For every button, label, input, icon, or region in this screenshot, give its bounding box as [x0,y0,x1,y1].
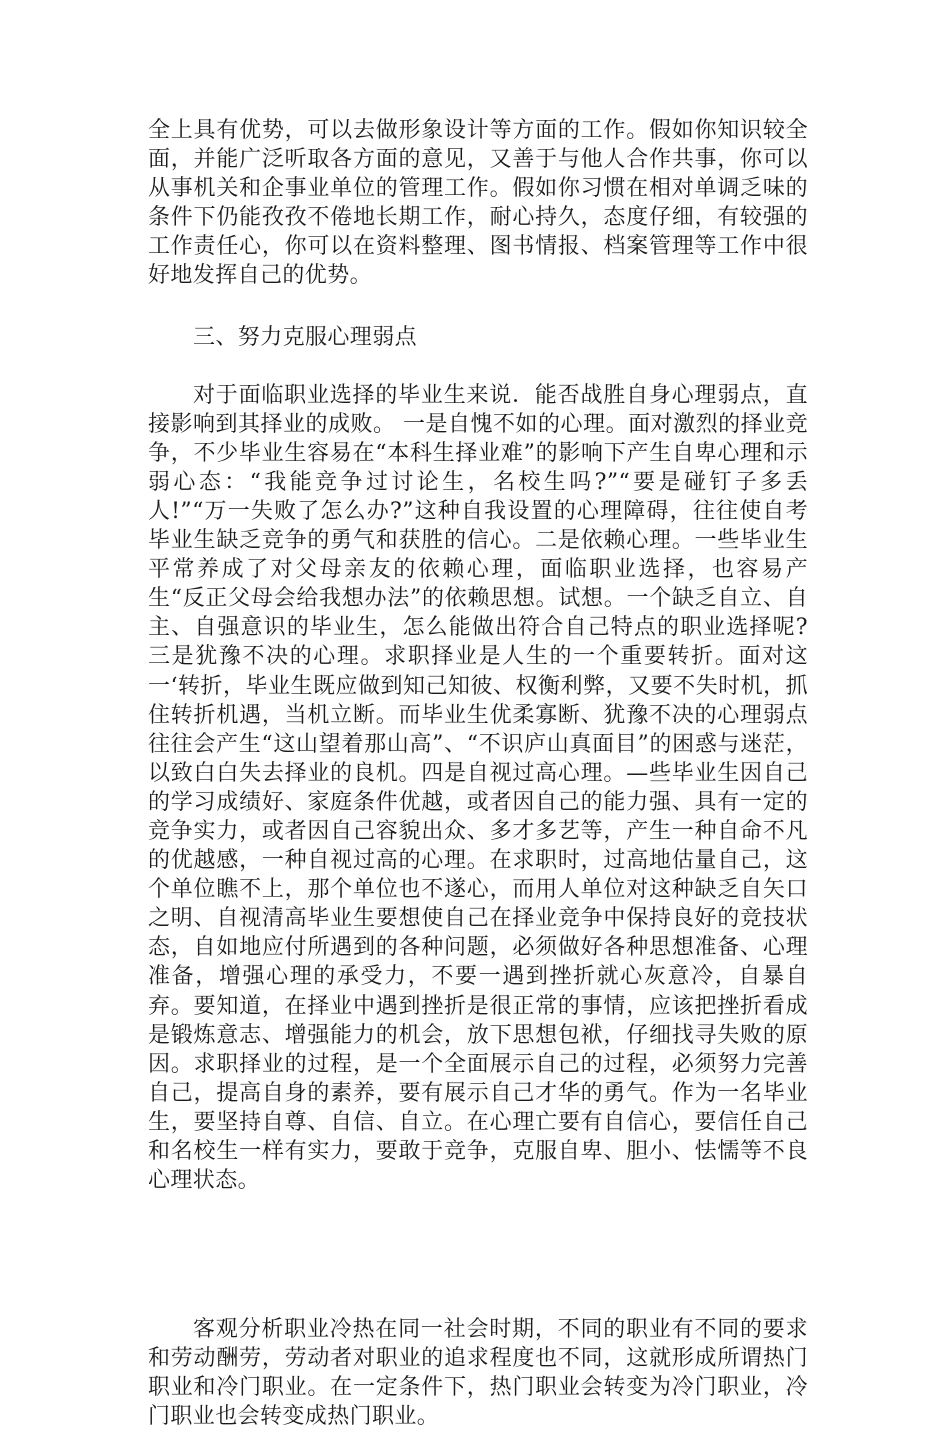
paragraph-psychology: 对于面临职业选择的毕业生来说．能否战胜自身心理弱点，直接影响到其择业的成败。 一是自愧不如的心理。面对激烈的择业竞争，不少毕业生容易在“本科生择业难”的影响下产生自卑心理和示弱心态：“我能竞争过讨论生，名校生吗?”“要是碰钉子多丢人!”“万一失败了怎么办?”这种自我设置的心理障碍，往往使自考毕业生缺乏竞争的勇气和获胜的信心。二是依赖心理。一些毕业生平常养成了对父母亲友的依赖心理，面临职业选择，也容易产生“反正父母会给我想办法”的依赖思想。试想。一个缺乏自立、自主、自强意识的毕业生，怎么能做出符合自己特点的职业选择呢?三是犹豫不决的心理。求职择业是人生的一个重要转折。面对这一‘转折，毕业生既应做到知己知彼、权衡利弊，又要不失时机，抓住转折机遇，当机立断。而毕业生优柔寡断、犹豫不决的心理弱点往往会产生“这山望着那山高”、“不识庐山真面目”的困惑与迷茫，以致白白失去择业的良机。四是自视过高心理。—些毕业生因自己的学习成绩好、家庭条件优越，或者因自己的能力强、具有一定的竞争实力，或者因自己容貌出众、多才多艺等，产生一种自命不凡的优越感，一种自视过高的心理。在求职时，过高地估量自己，这个单位瞧不上，那个单位也不遂心，而用人单位对这种缺乏自矢口之明、自视清高毕业生要想使自己在择业竞争中保持良好的竞技状态，自如地应付所遇到的各种问题，必须做好各种思想准备、心理准备，增强心理的承受力，不要一遇到挫折就心灰意冷，自暴自弃。要知道，在择业中遇到挫折是很正常的事情，应该把挫折看成是锻炼意志、增强能力的机会，放下思想包袱，仔细找寻失败的原因。求职择业的过程，是一个全面展示自己的过程，必须努力完善自己，提高自身的素养，要有展示自己才华的勇气。作为一名毕业生，要坚持自尊、自信、自立。在心理亡要有自信心，要信任自己和名校生一样有实力，要敢于竞争，克服自卑、胆小、怯懦等不良心理状态。 [148,382,808,1194]
section-heading: 三、努力克服心理弱点 [193,324,418,350]
paragraph-strengths: 全上具有优势，可以去做形象设计等方面的工作。假如你知识较全面，并能广泛听取各方面的意见，又善于与他人合作共事，你可以从事机关和企事业单位的管理工作。假如你习惯在相对单调乏味的条件下仍能孜孜不倦地长期工作，耐心持久，态度仔细，有较强的工作责任心，你可以在资料整理、图书情报、档案管理等工作中很好地发挥自己的优势。 [148,118,808,289]
document-body [148,116,808,1432]
paragraph-job-trends: 客观分析职业冷热在同一社会时期，不同的职业有不同的要求和劳动酬劳，劳动者对职业的追求程度也不同，这就形成所谓热门职业和冷门职业。在一定条件下，热门职业会转变为冷门职业，冷门职业也会转变成热门职业。 [148,1317,808,1430]
